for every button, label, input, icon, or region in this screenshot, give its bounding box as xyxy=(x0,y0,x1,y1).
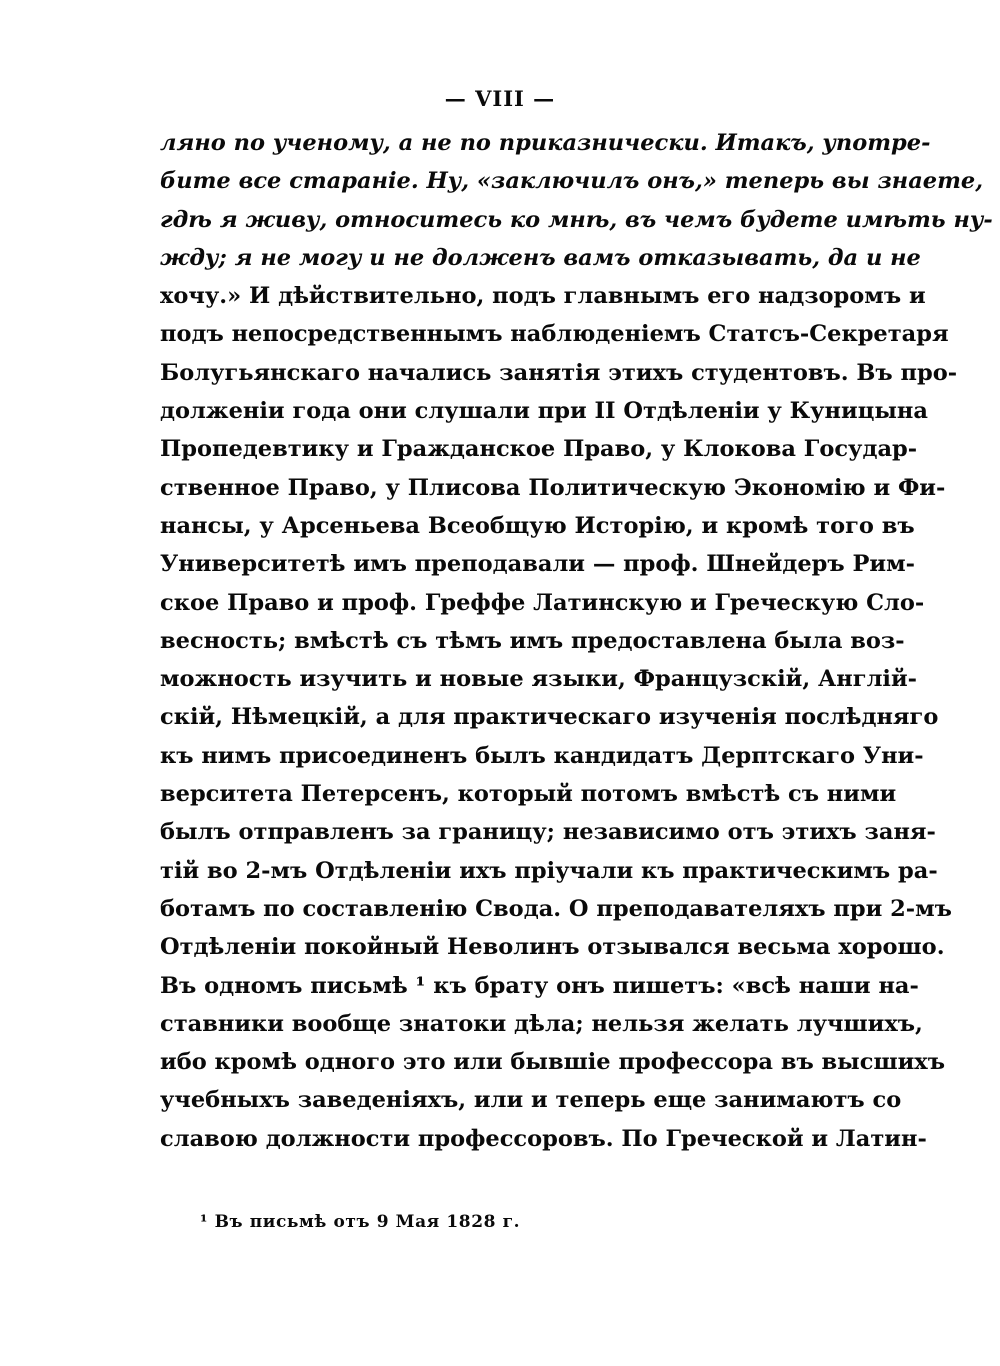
text-line: ственное Право, у Плисова Политическую Экономiю и Фи- xyxy=(160,474,946,501)
text-line: бите все старанie. Ну, «заключилъ онъ,» теперь вы знаете, xyxy=(160,168,984,195)
text-line: подъ непосредственнымъ наблюденiемъ Статсъ-Секретаря xyxy=(160,321,949,348)
text-line: скiй, Нѣмецкiй, а для практическаго изученiя послѣдняго xyxy=(160,704,939,731)
text-line: къ нимъ присоединенъ былъ кандидатъ Дерптскаго Уни- xyxy=(160,742,924,769)
page-number: — VIII — xyxy=(444,86,556,111)
text-line: славою должности профессоровъ. По Греческой и Латин- xyxy=(160,1125,927,1152)
text-line: нансы, у Арсеньева Всеобщую Исторiю, и кромѣ того въ xyxy=(160,512,915,539)
text-line: былъ отправленъ за границу; независимо отъ этихъ заня- xyxy=(160,819,936,846)
text-line: ское Право и проф. Греффе Латинскую и Греческую Сло- xyxy=(160,589,925,616)
text-line: весность; вмѣстѣ съ тѣмъ имъ предоставлена была воз- xyxy=(160,627,905,654)
text-line: хочу.» И дѣйствительно, подъ главнымъ его надзоромъ и xyxy=(160,283,926,310)
text-line: ибо кромѣ одного это или бывшiе профессора въ высшихъ xyxy=(160,1049,945,1076)
text-line: верситета Петерсенъ, который потомъ вмѣстѣ съ ними xyxy=(160,781,897,808)
text-line: Университетѣ имъ преподавали — проф. Шнейдеръ Рим- xyxy=(160,551,915,578)
body-text xyxy=(160,124,993,1158)
footnote: ¹ Въ письмѣ отъ 9 Мая 1828 г. xyxy=(200,1212,521,1232)
text-line: ляно по ученому, а не по приказнически. Итакъ, употре- xyxy=(160,130,931,156)
text-line: долженiи года они слушали при II Отдѣленiи у Куницына xyxy=(160,398,928,425)
text-line: Отдѣленiи покойный Неволинъ отзывался весьма хорошо. xyxy=(160,934,945,961)
text-line: учебныхъ заведенiяхъ, или и теперь еще занимаютъ со xyxy=(160,1087,902,1114)
text-line: Пропедевтику и Гражданское Право, у Клокова Государ- xyxy=(160,436,918,463)
text-line: Болугьянскаго начались занятiя этихъ студентовъ. Въ про- xyxy=(160,359,958,386)
text-line: ботамъ по составленiю Свода. О преподавателяхъ при 2-мъ xyxy=(160,895,952,922)
text-line: можность изучить и новые языки, Французскiй, Англiй- xyxy=(160,666,918,693)
text-line: гдѣ я живу, относитесь ко мнѣ, въ чемъ будете имѣть ну- xyxy=(160,206,993,233)
text-line: тiй во 2-мъ Отдѣленiи ихъ прiучали къ практическимъ ра- xyxy=(160,857,938,884)
text-line: Въ одномъ письмѣ ¹ къ брату онъ пишетъ: «всѣ наши на- xyxy=(160,972,919,999)
text-line: ставники вообще знатоки дѣла; нельзя желать лучшихъ, xyxy=(160,1010,923,1037)
text-line: жду; я не могу и не долженъ вамъ отказывать, да и не xyxy=(160,244,921,271)
